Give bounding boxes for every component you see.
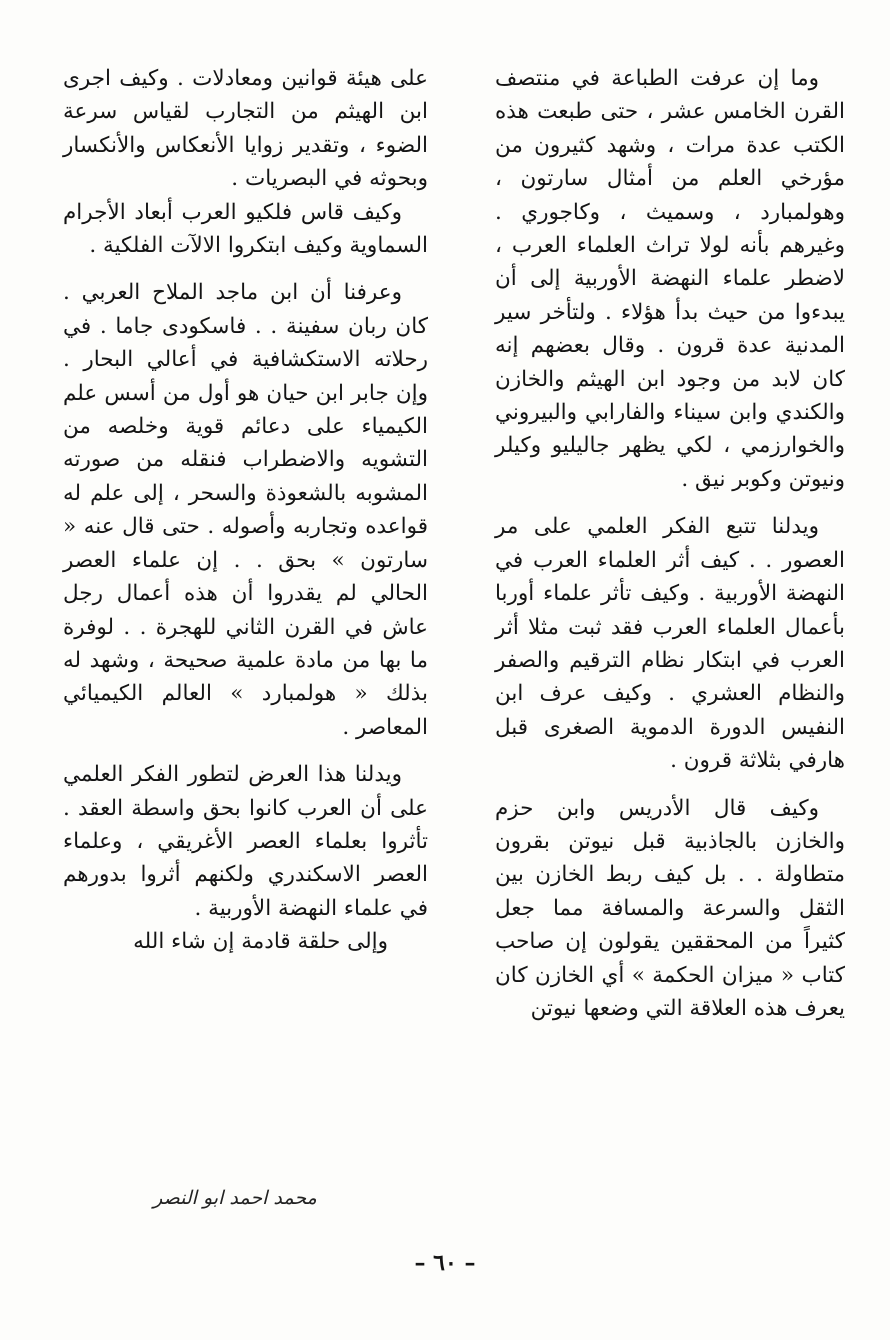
right-column [495,62,845,1025]
paragraph: وكيف قاس فلكيو العرب أبعاد الأجرام السماوية وكيف ابتكروا الالآت الفلكية . [63,199,428,259]
paragraph: على هيئة قوانين ومعادلات . وكيف اجرى ابن الهيثم من التجارب لقياس سرعة الضوء ، وتقدير زوايا الأنعكاس والأنكسار وبحوثه في البصريات . [63,66,428,192]
paragraph: وعرفنا أن ابن ماجد الملاح العربي . كان ربان سفينة . . فاسكودى جاما . في رحلاته الاستكشافية في أعالي البحار . وإن جابر ابن حيان هو أول من أسس علم الكيمياء على دعائم قوية وخلصه من التشويه والاضطراب فنقله من صورته المشوبه بالشعوذة والسحر ، إلى علم له قواعده وتجاربه وأصوله . حتى قال عنه « سارتون » بحق . . إن علماء العصر الحالي لم يقدروا أن هذه أعمال رجل عاش في القرن الثاني للهجرة . . لوفرة ما بها من مادة علمية صحيحة ، وشهد له بذلك « هولمبارد » العالم الكيميائي المعاصر . [63,280,428,740]
author-signature: محمد احمد ابو النصر [153,1187,317,1209]
paragraph: وكيف قال الأدريس وابن حزم والخازن بالجاذبية قبل نيوتن بقرون متطاولة . . بل كيف ربط الخازن بين الثقل والسرعة والمسافة مما جعل كثيراً من المحققين يقولون إن صاحب كتاب « ميزان الحكمة » أي الخازن كان يعرف هذه العلاقة التي وضعها نيوتن [495,795,845,1021]
paragraph: وما إن عرفت الطباعة في منتصف القرن الخامس عشر ، حتى طبعت هذه الكتب عدة مرات ، وشهد كثيرون من مؤرخي العلم من أمثال سارتون ، وهولمبارد ، وسميث ، وكاجوري . وغيرهم بأنه لولا تراث العلماء العرب ، لاضطر علماء النهضة الأوربية إلى أن يبدءوا من حيث بدأ هؤلاء . ولتأخر سير المدنية عدة قرون . وقال بعضهم إنه كان لابد من وجود ابن الهيثم والخازن والكندي وابن سيناء والفارابي والبيروني والخوارزمي ، لكي يظهر جاليليو وكيلر ونيوتن وكوبر نيق . [495,66,845,492]
closing-line: وإلى حلقة قادمة إن شاء الله [133,929,388,955]
page-number: – ٦٠ – [414,1250,476,1276]
paragraph: ويدلنا هذا العرض لتطور الفكر العلمي على أن العرب كانوا بحق واسطة العقد . تأثروا بعلماء العصر الأغريقي ، وعلماء العصر الاسكندري ولكنهم أثروا بدورهم في علماء النهضة الأوربية . [63,762,428,921]
left-column [63,62,428,959]
paragraph: ويدلنا تتبع الفكر العلمي على مر العصور . . كيف أثر العلماء العرب في النهضة الأوربية . وكيف تأثر علماء أوربا بأعمال العلماء العرب فقد ثبت مثلا أثر العرب في ابتكار نظام الترقيم والصفر والنظام العشري . وكيف عرف ابن النفيس الدورة الدموية الصغرى قبل هارفي بثلاثة قرون . [495,514,845,774]
